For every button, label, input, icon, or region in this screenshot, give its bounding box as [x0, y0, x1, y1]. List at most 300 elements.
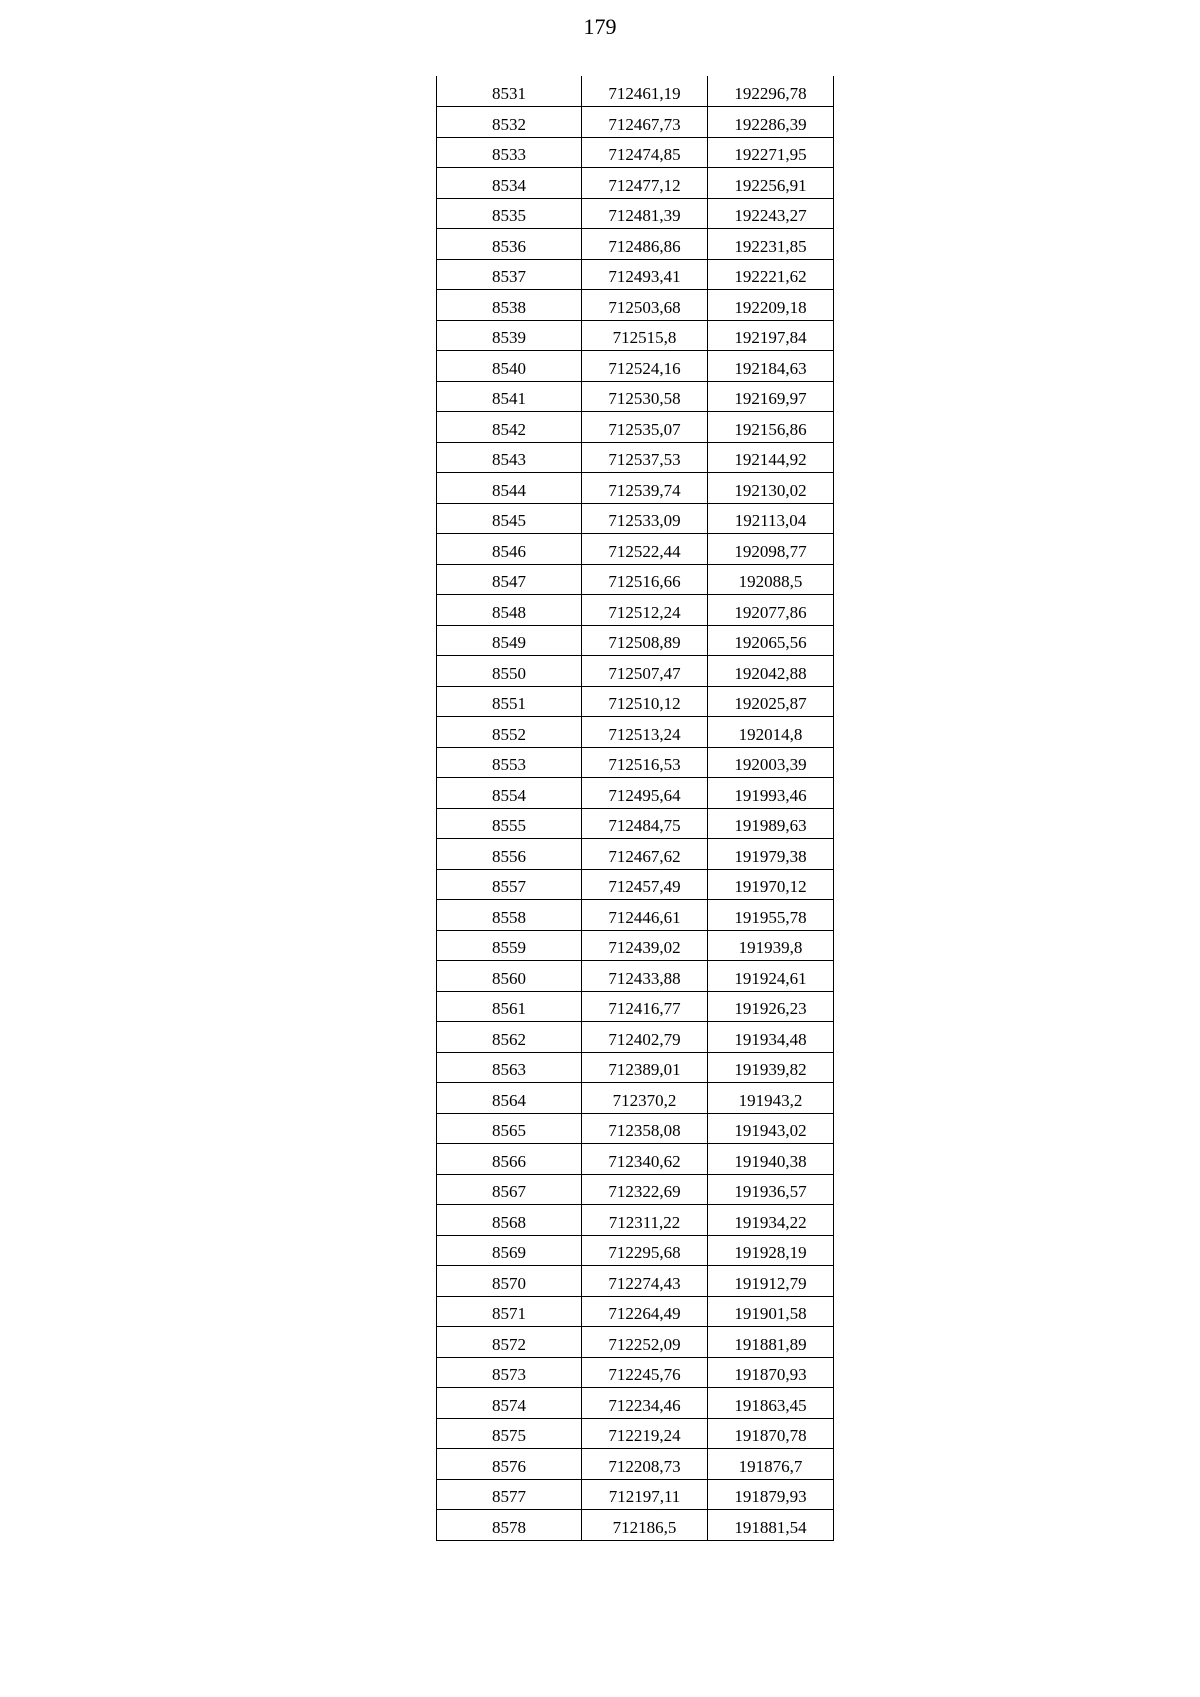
- x-coordinate-value: 712474,85: [608, 145, 681, 165]
- coordinates-table: [436, 76, 834, 1541]
- y-coordinate-cell: [708, 900, 834, 931]
- y-coordinate-value: 192296,78: [734, 84, 807, 103]
- x-coordinate-value: 712389,01: [608, 1060, 681, 1080]
- y-coordinate-value: 191989,63: [734, 816, 807, 836]
- point-number-value: 8534: [492, 175, 526, 195]
- table-row: [437, 717, 834, 748]
- y-coordinate-value: 191924,61: [734, 968, 807, 988]
- x-coordinate-cell: [582, 1418, 708, 1449]
- x-coordinate-value: 712515,8: [612, 328, 677, 348]
- x-coordinate-cell: [582, 412, 708, 443]
- point-number-value: 8557: [492, 877, 526, 897]
- point-number-value: 8567: [492, 1182, 526, 1202]
- x-coordinate-value: 712486,86: [608, 236, 681, 256]
- point-number-value: 8552: [492, 724, 526, 744]
- y-coordinate-cell: [708, 442, 834, 473]
- table-row: [437, 381, 834, 412]
- y-coordinate-value: 191955,78: [734, 907, 807, 927]
- point-number-cell: [437, 625, 582, 656]
- point-number-value: 8545: [492, 511, 526, 531]
- x-coordinate-value: 712510,12: [608, 694, 681, 714]
- point-number-value: 8555: [492, 816, 526, 836]
- x-coordinate-value: 712516,66: [608, 572, 681, 592]
- point-number-cell: [437, 1510, 582, 1541]
- point-number-value: 8574: [492, 1395, 526, 1415]
- x-coordinate-value: 712245,76: [608, 1365, 681, 1385]
- x-coordinate-value: 712484,75: [608, 816, 681, 836]
- y-coordinate-cell: [708, 381, 834, 412]
- y-coordinate-cell: [708, 503, 834, 534]
- table-row: [437, 1205, 834, 1236]
- y-coordinate-value: 192243,27: [734, 206, 807, 226]
- point-number-value: 8533: [492, 145, 526, 165]
- x-coordinate-value: 712467,62: [608, 846, 681, 866]
- y-coordinate-cell: [708, 229, 834, 260]
- x-coordinate-cell: [582, 1449, 708, 1480]
- y-coordinate-cell: [708, 137, 834, 168]
- y-coordinate-value: 192256,91: [734, 175, 807, 195]
- table-row: [437, 900, 834, 931]
- point-number-cell: [437, 1205, 582, 1236]
- y-coordinate-value: 192088,5: [738, 572, 803, 592]
- x-coordinate-value: 712219,24: [608, 1426, 681, 1446]
- point-number-value: 8558: [492, 907, 526, 927]
- point-number-cell: [437, 1388, 582, 1419]
- point-number-cell: [437, 1266, 582, 1297]
- point-number-cell: [437, 534, 582, 565]
- x-coordinate-cell: [582, 534, 708, 565]
- x-coordinate-cell: [582, 1296, 708, 1327]
- x-coordinate-cell: [582, 625, 708, 656]
- y-coordinate-cell: [708, 686, 834, 717]
- page-number: 179: [583, 14, 617, 39]
- point-number-cell: [437, 656, 582, 687]
- x-coordinate-cell: [582, 259, 708, 290]
- x-coordinate-cell: [582, 778, 708, 809]
- x-coordinate-value: 712358,08: [608, 1121, 681, 1141]
- y-coordinate-cell: [708, 259, 834, 290]
- table-row: [437, 991, 834, 1022]
- x-coordinate-cell: [582, 808, 708, 839]
- y-coordinate-value: 192156,86: [734, 419, 807, 439]
- y-coordinate-cell: [708, 747, 834, 778]
- y-coordinate-cell: [708, 656, 834, 687]
- y-coordinate-value: 191940,38: [734, 1151, 807, 1171]
- y-coordinate-cell: [708, 991, 834, 1022]
- y-coordinate-value: 192209,18: [734, 297, 807, 317]
- x-coordinate-value: 712522,44: [608, 541, 681, 561]
- point-number-cell: [437, 1144, 582, 1175]
- y-coordinate-value: 192184,63: [734, 358, 807, 378]
- y-coordinate-value: 191881,54: [734, 1517, 807, 1537]
- table-row: [437, 656, 834, 687]
- table-row: [437, 961, 834, 992]
- table-row: [437, 259, 834, 290]
- x-coordinate-cell: [582, 961, 708, 992]
- x-coordinate-value: 712539,74: [608, 480, 681, 500]
- table-row: [437, 1388, 834, 1419]
- y-coordinate-cell: [708, 808, 834, 839]
- point-number-cell: [437, 1327, 582, 1358]
- x-coordinate-value: 712516,53: [608, 755, 681, 775]
- point-number-cell: [437, 320, 582, 351]
- y-coordinate-value: 191993,46: [734, 785, 807, 805]
- table-row: [437, 229, 834, 260]
- point-number-value: 8570: [492, 1273, 526, 1293]
- y-coordinate-cell: [708, 198, 834, 229]
- coordinates-table-body: [437, 76, 834, 1540]
- table-row: [437, 808, 834, 839]
- x-coordinate-value: 712264,49: [608, 1304, 681, 1324]
- point-number-value: 8565: [492, 1121, 526, 1141]
- x-coordinate-cell: [582, 107, 708, 138]
- y-coordinate-cell: [708, 473, 834, 504]
- point-number-cell: [437, 1113, 582, 1144]
- x-coordinate-value: 712495,64: [608, 785, 681, 805]
- x-coordinate-value: 712513,24: [608, 724, 681, 744]
- x-coordinate-value: 712439,02: [608, 938, 681, 958]
- x-coordinate-cell: [582, 1510, 708, 1541]
- x-coordinate-cell: [582, 564, 708, 595]
- point-number-value: 8566: [492, 1151, 526, 1171]
- point-number-cell: [437, 900, 582, 931]
- x-coordinate-cell: [582, 442, 708, 473]
- point-number-value: 8541: [492, 389, 526, 409]
- point-number-cell: [437, 290, 582, 321]
- y-coordinate-value: 192231,85: [734, 236, 807, 256]
- point-number-value: 8554: [492, 785, 526, 805]
- x-coordinate-value: 712457,49: [608, 877, 681, 897]
- point-number-value: 8546: [492, 541, 526, 561]
- point-number-value: 8539: [492, 328, 526, 348]
- x-coordinate-cell: [582, 839, 708, 870]
- point-number-cell: [437, 808, 582, 839]
- table-row: [437, 1174, 834, 1205]
- y-coordinate-cell: [708, 320, 834, 351]
- point-number-cell: [437, 1479, 582, 1510]
- x-coordinate-value: 712461,19: [608, 84, 681, 103]
- y-coordinate-cell: [708, 168, 834, 199]
- table-row: [437, 1266, 834, 1297]
- table-row: [437, 1510, 834, 1541]
- point-number-cell: [437, 107, 582, 138]
- y-coordinate-value: 191936,57: [734, 1182, 807, 1202]
- point-number-value: 8548: [492, 602, 526, 622]
- point-number-cell: [437, 595, 582, 626]
- table-row: [437, 412, 834, 443]
- y-coordinate-value: 192113,04: [734, 511, 807, 531]
- x-coordinate-cell: [582, 1235, 708, 1266]
- y-coordinate-cell: [708, 595, 834, 626]
- point-number-value: 8563: [492, 1060, 526, 1080]
- y-coordinate-cell: [708, 1266, 834, 1297]
- point-number-value: 8569: [492, 1243, 526, 1263]
- x-coordinate-value: 712481,39: [608, 206, 681, 226]
- x-coordinate-cell: [582, 869, 708, 900]
- point-number-value: 8550: [492, 663, 526, 683]
- x-coordinate-value: 712186,5: [612, 1517, 677, 1537]
- y-coordinate-cell: [708, 1357, 834, 1388]
- table-row: [437, 1052, 834, 1083]
- x-coordinate-value: 712446,61: [608, 907, 681, 927]
- point-number-cell: [437, 442, 582, 473]
- x-coordinate-value: 712493,41: [608, 267, 681, 287]
- point-number-cell: [437, 259, 582, 290]
- point-number-value: 8577: [492, 1487, 526, 1507]
- y-coordinate-value: 191881,89: [734, 1334, 807, 1354]
- x-coordinate-cell: [582, 1174, 708, 1205]
- point-number-value: 8540: [492, 358, 526, 378]
- point-number-cell: [437, 1174, 582, 1205]
- x-coordinate-value: 712340,62: [608, 1151, 681, 1171]
- point-number-cell: [437, 381, 582, 412]
- point-number-value: 8547: [492, 572, 526, 592]
- y-coordinate-value: 191970,12: [734, 877, 807, 897]
- y-coordinate-value: 191901,58: [734, 1304, 807, 1324]
- y-coordinate-cell: [708, 107, 834, 138]
- y-coordinate-cell: [708, 1144, 834, 1175]
- point-number-cell: [437, 686, 582, 717]
- x-coordinate-value: 712322,69: [608, 1182, 681, 1202]
- point-number-cell: [437, 1022, 582, 1053]
- y-coordinate-value: 191876,7: [738, 1456, 803, 1476]
- x-coordinate-cell: [582, 1388, 708, 1419]
- y-coordinate-cell: [708, 625, 834, 656]
- point-number-value: 8576: [492, 1456, 526, 1476]
- table-row: [437, 1449, 834, 1480]
- y-coordinate-cell: [708, 717, 834, 748]
- y-coordinate-cell: [708, 564, 834, 595]
- x-coordinate-cell: [582, 473, 708, 504]
- y-coordinate-value: 192197,84: [734, 328, 807, 348]
- y-coordinate-value: 192130,02: [734, 480, 807, 500]
- x-coordinate-cell: [582, 198, 708, 229]
- table-row: [437, 76, 834, 107]
- y-coordinate-value: 192169,97: [734, 389, 807, 409]
- x-coordinate-value: 712503,68: [608, 297, 681, 317]
- point-number-cell: [437, 168, 582, 199]
- x-coordinate-value: 712234,46: [608, 1395, 681, 1415]
- table-row: [437, 1083, 834, 1114]
- point-number-cell: [437, 778, 582, 809]
- point-number-cell: [437, 1235, 582, 1266]
- y-coordinate-cell: [708, 1388, 834, 1419]
- y-coordinate-cell: [708, 778, 834, 809]
- y-coordinate-value: 192003,39: [734, 755, 807, 775]
- point-number-cell: [437, 564, 582, 595]
- y-coordinate-value: 191928,19: [734, 1243, 807, 1263]
- table-row: [437, 747, 834, 778]
- table-row: [437, 290, 834, 321]
- table-row: [437, 1327, 834, 1358]
- x-coordinate-cell: [582, 1113, 708, 1144]
- table-row: [437, 1235, 834, 1266]
- x-coordinate-cell: [582, 595, 708, 626]
- table-row: [437, 595, 834, 626]
- x-coordinate-cell: [582, 747, 708, 778]
- x-coordinate-cell: [582, 717, 708, 748]
- y-coordinate-cell: [708, 1327, 834, 1358]
- x-coordinate-value: 712274,43: [608, 1273, 681, 1293]
- y-coordinate-value: 192271,95: [734, 145, 807, 165]
- x-coordinate-cell: [582, 168, 708, 199]
- table-row: [437, 686, 834, 717]
- point-number-value: 8543: [492, 450, 526, 470]
- y-coordinate-value: 192144,92: [734, 450, 807, 470]
- point-number-value: 8564: [492, 1090, 526, 1110]
- point-number-cell: [437, 229, 582, 260]
- point-number-cell: [437, 503, 582, 534]
- y-coordinate-cell: [708, 534, 834, 565]
- x-coordinate-cell: [582, 991, 708, 1022]
- point-number-cell: [437, 76, 582, 107]
- point-number-cell: [437, 869, 582, 900]
- point-number-cell: [437, 839, 582, 870]
- x-coordinate-value: 712416,77: [608, 999, 681, 1019]
- x-coordinate-cell: [582, 1357, 708, 1388]
- point-number-value: 8573: [492, 1365, 526, 1385]
- table-row: [437, 839, 834, 870]
- y-coordinate-value: 192042,88: [734, 663, 807, 683]
- point-number-value: 8549: [492, 633, 526, 653]
- y-coordinate-cell: [708, 1113, 834, 1144]
- table-row: [437, 534, 834, 565]
- x-coordinate-value: 712507,47: [608, 663, 681, 683]
- point-number-value: 8572: [492, 1334, 526, 1354]
- x-coordinate-cell: [582, 1479, 708, 1510]
- table-row: [437, 473, 834, 504]
- point-number-cell: [437, 930, 582, 961]
- y-coordinate-cell: [708, 290, 834, 321]
- y-coordinate-value: 191934,48: [734, 1029, 807, 1049]
- x-coordinate-cell: [582, 503, 708, 534]
- x-coordinate-value: 712252,09: [608, 1334, 681, 1354]
- x-coordinate-cell: [582, 1022, 708, 1053]
- point-number-value: 8544: [492, 480, 526, 500]
- y-coordinate-value: 192014,8: [738, 724, 803, 744]
- point-number-cell: [437, 961, 582, 992]
- point-number-cell: [437, 1449, 582, 1480]
- point-number-cell: [437, 137, 582, 168]
- y-coordinate-cell: [708, 1296, 834, 1327]
- x-coordinate-cell: [582, 320, 708, 351]
- y-coordinate-cell: [708, 76, 834, 107]
- x-coordinate-cell: [582, 290, 708, 321]
- x-coordinate-value: 712197,11: [608, 1487, 681, 1507]
- y-coordinate-cell: [708, 1205, 834, 1236]
- x-coordinate-cell: [582, 1205, 708, 1236]
- point-number-value: 8571: [492, 1304, 526, 1324]
- y-coordinate-cell: [708, 1052, 834, 1083]
- y-coordinate-value: 192065,56: [734, 633, 807, 653]
- y-coordinate-value: 192025,87: [734, 694, 807, 714]
- point-number-cell: [437, 1052, 582, 1083]
- y-coordinate-value: 191939,82: [734, 1060, 807, 1080]
- point-number-cell: [437, 1296, 582, 1327]
- x-coordinate-value: 712477,12: [608, 175, 681, 195]
- y-coordinate-cell: [708, 839, 834, 870]
- x-coordinate-value: 712208,73: [608, 1456, 681, 1476]
- y-coordinate-value: 191863,45: [734, 1395, 807, 1415]
- x-coordinate-cell: [582, 351, 708, 382]
- y-coordinate-cell: [708, 1083, 834, 1114]
- table-row: [437, 320, 834, 351]
- x-coordinate-value: 712467,73: [608, 114, 681, 134]
- x-coordinate-cell: [582, 900, 708, 931]
- x-coordinate-value: 712295,68: [608, 1243, 681, 1263]
- x-coordinate-cell: [582, 1144, 708, 1175]
- table-row: [437, 625, 834, 656]
- x-coordinate-value: 712311,22: [608, 1212, 681, 1232]
- y-coordinate-value: 191943,2: [738, 1090, 803, 1110]
- table-row: [437, 1144, 834, 1175]
- y-coordinate-value: 192098,77: [734, 541, 807, 561]
- point-number-cell: [437, 198, 582, 229]
- x-coordinate-value: 712533,09: [608, 511, 681, 531]
- point-number-value: 8551: [492, 694, 526, 714]
- y-coordinate-cell: [708, 1479, 834, 1510]
- point-number-cell: [437, 1357, 582, 1388]
- point-number-cell: [437, 1418, 582, 1449]
- table-row: [437, 1357, 834, 1388]
- x-coordinate-value: 712530,58: [608, 389, 681, 409]
- point-number-value: 8538: [492, 297, 526, 317]
- y-coordinate-value: 191870,78: [734, 1426, 807, 1446]
- x-coordinate-cell: [582, 1266, 708, 1297]
- table-row: [437, 137, 834, 168]
- x-coordinate-cell: [582, 76, 708, 107]
- point-number-value: 8536: [492, 236, 526, 256]
- y-coordinate-cell: [708, 1418, 834, 1449]
- table-row: [437, 930, 834, 961]
- y-coordinate-value: 191939,8: [738, 938, 803, 958]
- point-number-cell: [437, 991, 582, 1022]
- y-coordinate-value: 191912,79: [734, 1273, 807, 1293]
- y-coordinate-value: 192286,39: [734, 114, 807, 134]
- y-coordinate-cell: [708, 1174, 834, 1205]
- point-number-value: 8561: [492, 999, 526, 1019]
- y-coordinate-value: 191879,93: [734, 1487, 807, 1507]
- point-number-cell: [437, 1083, 582, 1114]
- point-number-value: 8553: [492, 755, 526, 775]
- x-coordinate-value: 712512,24: [608, 602, 681, 622]
- x-coordinate-value: 712370,2: [612, 1090, 677, 1110]
- table-row: [437, 869, 834, 900]
- x-coordinate-value: 712535,07: [608, 419, 681, 439]
- point-number-value: 8535: [492, 206, 526, 226]
- y-coordinate-value: 191870,93: [734, 1365, 807, 1385]
- point-number-value: 8532: [492, 114, 526, 134]
- x-coordinate-cell: [582, 686, 708, 717]
- point-number-cell: [437, 747, 582, 778]
- table-row: [437, 778, 834, 809]
- y-coordinate-cell: [708, 1235, 834, 1266]
- table-row: [437, 1113, 834, 1144]
- table-row: [437, 1418, 834, 1449]
- y-coordinate-value: 192221,62: [734, 267, 807, 287]
- x-coordinate-cell: [582, 1327, 708, 1358]
- x-coordinate-cell: [582, 1052, 708, 1083]
- x-coordinate-value: 712524,16: [608, 358, 681, 378]
- table-row: [437, 1022, 834, 1053]
- y-coordinate-value: 192077,86: [734, 602, 807, 622]
- y-coordinate-value: 191926,23: [734, 999, 807, 1019]
- point-number-value: 8531: [492, 84, 526, 103]
- point-number-value: 8562: [492, 1029, 526, 1049]
- y-coordinate-cell: [708, 869, 834, 900]
- point-number-cell: [437, 717, 582, 748]
- table-row: [437, 107, 834, 138]
